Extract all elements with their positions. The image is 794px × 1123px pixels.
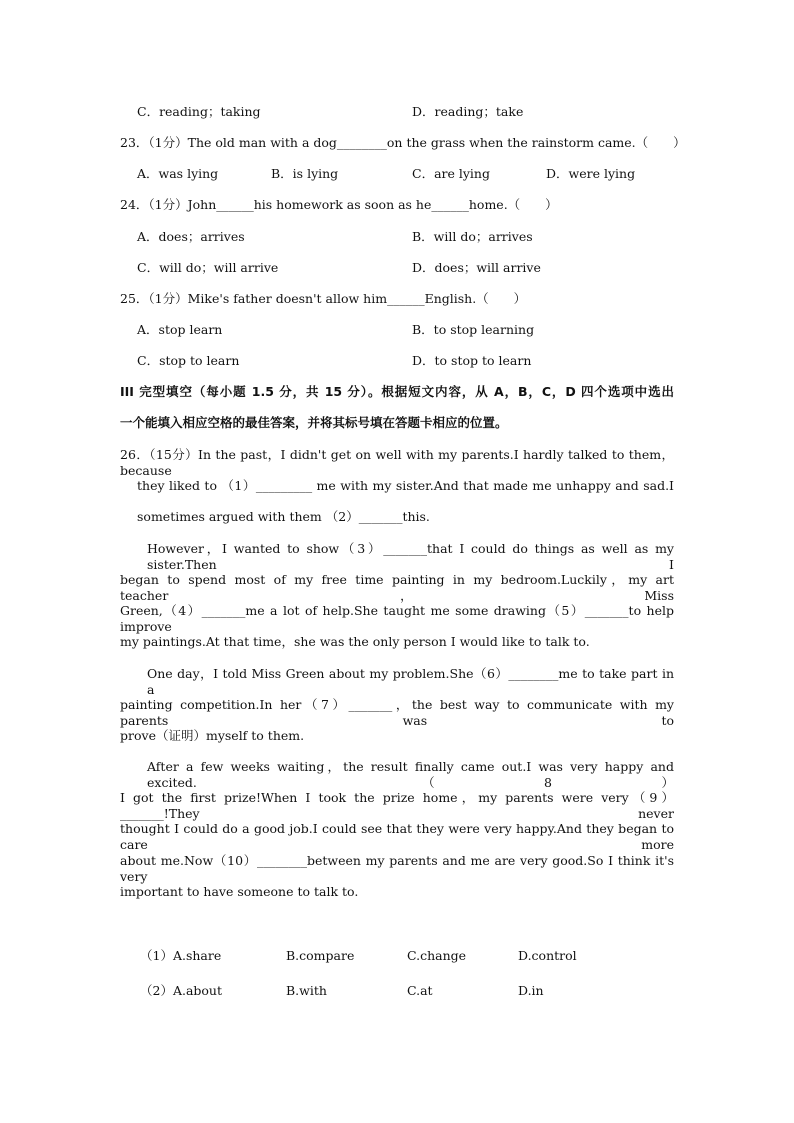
q25-option-b: B．to stop learning [412, 322, 535, 337]
q26-line-12: I got the first prize!When I took the prize home，my parents were very（9）_______!They never [120, 790, 674, 821]
q26-line-1: 26．（15分）In the past，I didn't get on well with my parents.I hardly talked to them，because [120, 447, 674, 478]
q26-line-10: prove（证明）myself to them. [120, 728, 305, 743]
q23-option-c: C．are lying [412, 166, 490, 181]
q24-option-a: A．does；arrives [137, 229, 245, 244]
q24-stem: 24．（1分）John______his homework as soon as he______home.（ ） [120, 197, 558, 212]
q26-line-7: my paintings.At that time，she was the only person I would like to talk to. [120, 634, 590, 649]
q23-option-b: B．is lying [271, 166, 339, 181]
q26-line-8: One day，I told Miss Green about my problem.She（6）________me to take part in a [147, 666, 674, 697]
q26-opt2-b: B.with [286, 983, 327, 998]
section3-instruction-line1: III 完型填空（每小题 1.5 分，共 15 分）。根据短文内容，从 A，B，C，D 四个选项中选出 [120, 384, 674, 399]
q23-option-d: D．were lying [546, 166, 636, 181]
q26-opt1-d: D.control [518, 948, 577, 963]
q25-option-d: D．to stop to learn [412, 353, 532, 368]
q26-line-4: However，I wanted to show（3）_______that I could do things as well as my sister.Then I [147, 541, 674, 572]
q25-stem: 25．（1分）Mike's father doesn't allow him______English.（ ） [120, 291, 527, 306]
q24-option-d: D．does；will arrive [412, 260, 541, 275]
q26-line-2: they liked to （1）_________ me with my sister.And that made me unhappy and sad.I [137, 478, 674, 493]
q26-line-14: about me.Now（10）________between my parents and me are very good.So I think it's very [120, 853, 674, 884]
q24-option-b: B．will do；arrives [412, 229, 533, 244]
q26-line-15: important to have someone to talk to. [120, 884, 359, 899]
q25-option-c: C．stop to learn [137, 353, 240, 368]
q26-line-3: sometimes argued with them （2）_______this. [137, 509, 430, 524]
q23-option-a: A．was lying [137, 166, 219, 181]
q26-opt2-c: C.at [407, 983, 433, 998]
q26-line-5: began to spend most of my free time painting in my bedroom.Luckily，my art teacher，Miss [120, 572, 674, 603]
q26-line-11: After a few weeks waiting，the result finally came out.I was very happy and excited. （8） [147, 759, 674, 790]
q26-opt1-a: （1）A.share [140, 948, 222, 963]
q26-line-13: thought I could do a good job.I could see that they were very happy.And they began to care more [120, 821, 674, 852]
q24-option-c: C．will do；will arrive [137, 260, 279, 275]
q25-option-a: A．stop learn [137, 322, 223, 337]
q26-line-6: Green,（4）_______me a lot of help.She taught me some drawing（5）_______to help improve [120, 603, 674, 634]
q26-opt2-a: （2）A.about [140, 983, 223, 998]
q26-line-9: painting competition.In her（7）_______，the best way to communicate with my parents was to [120, 697, 674, 728]
q26-opt1-b: B.compare [286, 948, 355, 963]
section3-instruction-line2: 一个能填入相应空格的最佳答案，并将其标号填在答题卡相应的位置。 [120, 415, 508, 430]
q22-option-d: D．reading；take [412, 104, 524, 119]
q22-option-c: C．reading；taking [137, 104, 261, 119]
q26-opt2-d: D.in [518, 983, 544, 998]
q23-stem: 23．（1分）The old man with a dog________on the grass when the rainstorm came.（ ） [120, 135, 686, 150]
q26-opt1-c: C.change [407, 948, 467, 963]
